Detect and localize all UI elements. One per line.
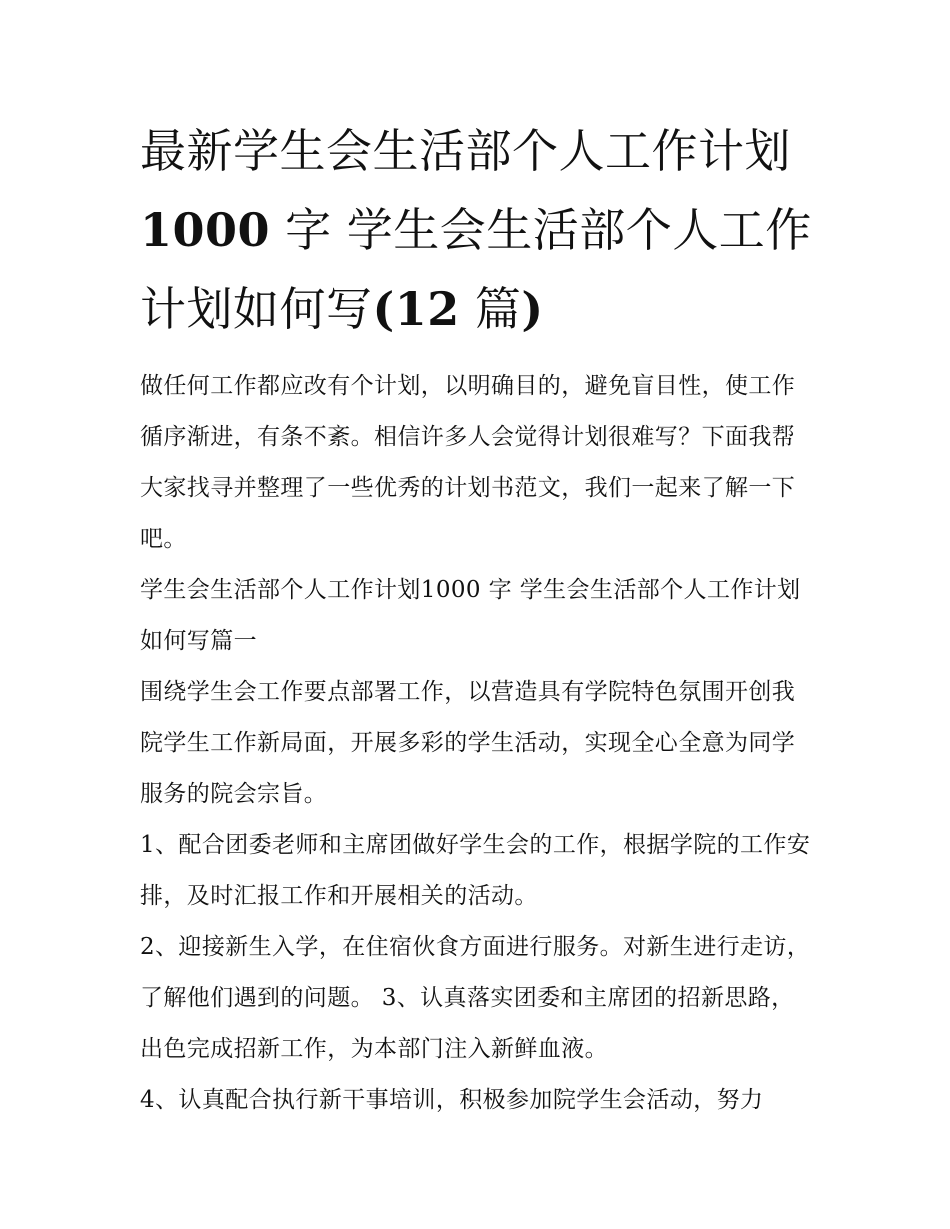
paragraph-item-1: 1、配合团委老师和主席团做好学生会的工作，根据学院的工作安排，及时汇报工作和开展相关的活动。 [140, 832, 811, 909]
title-count-close: ) [521, 282, 544, 336]
paragraph-item-2-3: 2、迎接新生入学，在住宿伙食方面进行服务。对新生进行走访，了解他们遇到的问题。 3、认真落实团委和主席团的招新思路，出色完成招新工作，为本部门注入新鲜血液。 [140, 934, 811, 1062]
title-text-1: 最新学生会生活部个人工作计划 [140, 124, 791, 178]
document-title [140, 112, 812, 349]
paragraph-item-4: 4、认真配合执行新干事培训，积极参加院学生会活动，努力 [140, 1087, 764, 1113]
title-number-1000: 1000 [140, 203, 271, 257]
document-page [140, 112, 812, 1126]
title-count-open: (12 [372, 282, 460, 336]
paragraph-section-heading: 学生会生活部个人工作计划1000 字 学生会生活部个人工作计划如何写篇一 [140, 577, 801, 654]
paragraph-intro: 做任何工作都应改有个计划，以明确目的，避免盲目性，使工作循序渐进，有条不紊。相信许多人会觉得计划很难写？下面我帮大家找寻并整理了一些优秀的计划书范文，我们一起来了解一下吧。 [140, 373, 796, 552]
title-text-3: 篇 [459, 282, 522, 336]
paragraph-goal: 围绕学生会工作要点部署工作，以营造具有学院特色氛围开创我院学生工作新局面，开展多彩的学生活动，实现全心全意为同学服务的院会宗旨。 [140, 679, 796, 807]
title-text-2: 字 学生会生活部个人工作计划如何写 [140, 203, 812, 336]
